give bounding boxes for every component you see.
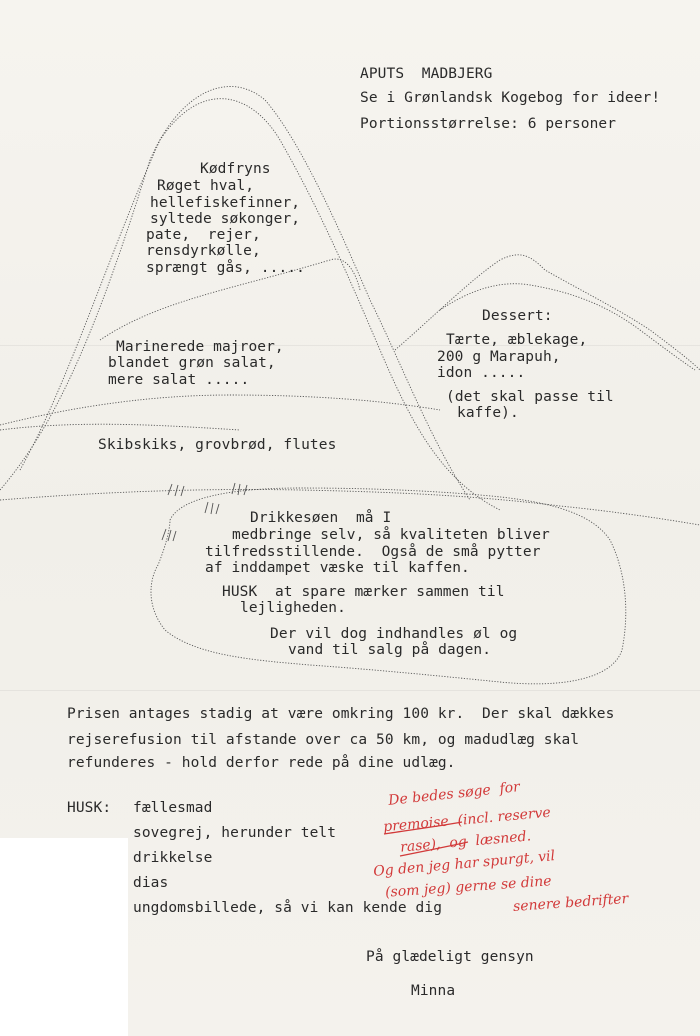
handwritten-note-line: rase), og læsned.	[399, 828, 532, 856]
price-line: refunderes - hold derfor rede på dine udlæg.	[67, 755, 456, 771]
main-course-item: hellefiskefinner,	[150, 195, 301, 211]
handwritten-note-line: (som jeg) gerne se dine	[384, 873, 553, 901]
lake-line: tilfredsstillende. Også de små pytter	[205, 544, 541, 560]
dessert-title: Dessert:	[482, 308, 553, 324]
signature: Minna	[411, 983, 456, 999]
dessert-line: kaffe).	[457, 405, 519, 421]
lake-line: HUSK at spare mærker sammen til	[222, 584, 505, 600]
main-course-item: pate, rejer,	[146, 227, 261, 243]
handwritten-note-line: De bedes søge for	[387, 779, 521, 809]
main-course-item: rensdyrkølle,	[146, 243, 261, 259]
handwritten-note-line: senere bedrifter	[512, 890, 629, 916]
main-course-title: Kødfryns	[200, 161, 271, 177]
closing-greeting: På glædeligt gensyn	[366, 949, 534, 965]
price-line: Prisen antages stadig at være omkring 100 kr. Der skal dækkes	[67, 706, 615, 722]
husk-item: dias	[133, 875, 169, 891]
salad-line: Marinerede majroer,	[116, 339, 284, 355]
husk-item: sovegrej, herunder telt	[133, 825, 337, 841]
husk-item: ungdomsbillede, så vi kan kende dig	[133, 900, 443, 916]
price-line: rejserefusion til afstande over ca 50 km, og madudlæg skal	[67, 732, 580, 748]
header-title: APUTS MADBJERG	[360, 66, 493, 82]
lake-line: af inddampet væske til kaffen.	[205, 560, 470, 576]
dessert-line: 200 g Marapuh,	[437, 349, 561, 365]
husk-item: drikkelse	[133, 850, 213, 866]
lake-line: Drikkesøen må I	[250, 510, 392, 526]
lake-line: vand til salg på dagen.	[288, 642, 492, 658]
dessert-line: (det skal passe til	[446, 389, 614, 405]
lake-line: medbringe selv, så kvaliteten bliver	[232, 527, 550, 543]
main-course-item: Røget hval,	[157, 178, 255, 194]
main-course-item: sprængt gås, .....	[146, 260, 305, 276]
main-course-item: syltede søkonger,	[150, 211, 301, 227]
salad-line: mere salat .....	[108, 372, 250, 388]
lake-line: Der vil dog indhandles øl og	[270, 626, 518, 642]
husk-label: HUSK:	[67, 800, 112, 816]
dessert-line: Tærte, æblekage,	[446, 332, 588, 348]
handwritten-note-line: Og den jeg har spurgt, vil	[372, 848, 556, 880]
header-line: Se i Grønlandsk Kogebog for ideer!	[360, 90, 661, 106]
overlapping-paper-corner	[0, 838, 128, 1036]
salad-line: blandet grøn salat,	[108, 355, 276, 371]
husk-item: fællesmad	[133, 800, 213, 816]
dessert-line: idon .....	[437, 365, 526, 381]
lake-line: lejligheden.	[240, 600, 346, 616]
bread-line: Skibskiks, grovbrød, flutes	[98, 437, 337, 453]
header-line: Portionsstørrelse: 6 personer	[360, 116, 617, 132]
handwritten-note-line: premoise (incl. reserve	[382, 804, 552, 836]
